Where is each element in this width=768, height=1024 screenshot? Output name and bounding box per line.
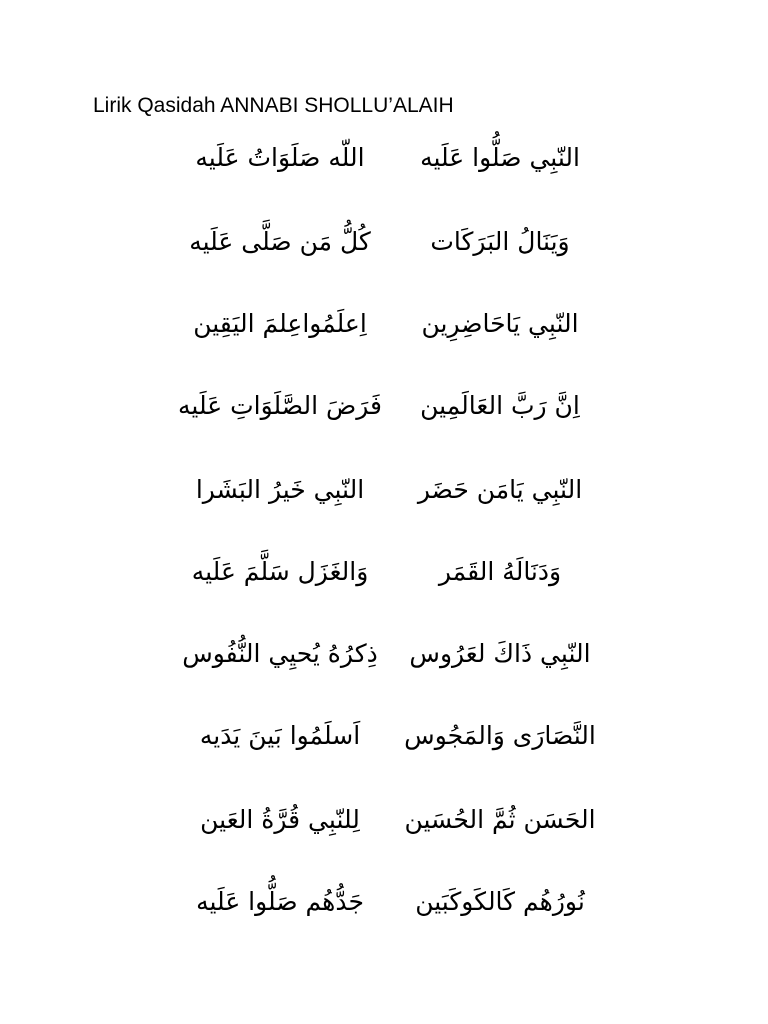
- verse-second-hemistich: ذِكرُهُ يُحيِي النُّفُوس: [182, 639, 378, 668]
- verse-first-hemistich: النَّصَارَى وَالمَجُوس: [404, 721, 596, 750]
- verse-second-hemistich: النّبِي خَيرُ البَشَرا: [195, 475, 365, 504]
- verse-second-hemistich: اللّه صَلَوَاتُ عَلَيه: [195, 143, 365, 172]
- verse-first-hemistich: اِنَّ رَبَّ العَالَمِين: [420, 391, 580, 420]
- verse-first-hemistich: الحَسَن ثُمَّ الحُسَين: [404, 805, 596, 834]
- verse-row: [190, 218, 590, 266]
- verse-second-hemistich: وَالغَزَل سَلَّمَ عَلَيه: [191, 557, 369, 586]
- verse-row: [190, 548, 590, 596]
- verse-row: [190, 134, 590, 182]
- verse-first-hemistich: النّبِي يَامَن حَضَر: [417, 475, 583, 504]
- verse-row: [182, 630, 591, 678]
- verse-first-hemistich: النّبِي يَاحَاضِرِين: [421, 309, 579, 338]
- verse-first-hemistich: وَدَنَالَهُ القَمَر: [438, 557, 562, 586]
- verse-first-hemistich: وَيَنَالُ البَرَكَات: [430, 227, 570, 256]
- verse-first-hemistich: النّبِي صَلُّوا عَلَيه: [420, 143, 580, 172]
- verse-row: [190, 878, 590, 926]
- verse-row: [190, 300, 590, 348]
- verse-row: [190, 466, 590, 514]
- verse-row: [178, 382, 590, 430]
- verse-second-hemistich: لِلنّبِي قُرَّةُ العَين: [200, 805, 360, 834]
- verse-second-hemistich: كُلُّ مَن صَلَّى عَلَيه: [189, 227, 371, 256]
- verse-row: [190, 796, 596, 844]
- verse-second-hemistich: فَرَضَ الصَّلَوَاتِ عَلَيه: [178, 391, 382, 420]
- verse-first-hemistich: نُورُهُم كَالكَوكَبَين: [415, 887, 585, 916]
- verse-second-hemistich: جَدُّهُم صَلُّوا عَلَيه: [196, 887, 364, 916]
- verse-first-hemistich: النّبِي ذَاكَ لعَرُوس: [409, 639, 591, 668]
- verse-row: [190, 712, 596, 760]
- verse-second-hemistich: اَسلَمُوا بَينَ يَدَيه: [199, 721, 361, 750]
- verse-second-hemistich: اِعلَمُواعِلمَ اليَقِين: [193, 309, 367, 338]
- document-title: Lirik Qasidah ANNABI SHOLLU’ALAIH: [93, 94, 454, 117]
